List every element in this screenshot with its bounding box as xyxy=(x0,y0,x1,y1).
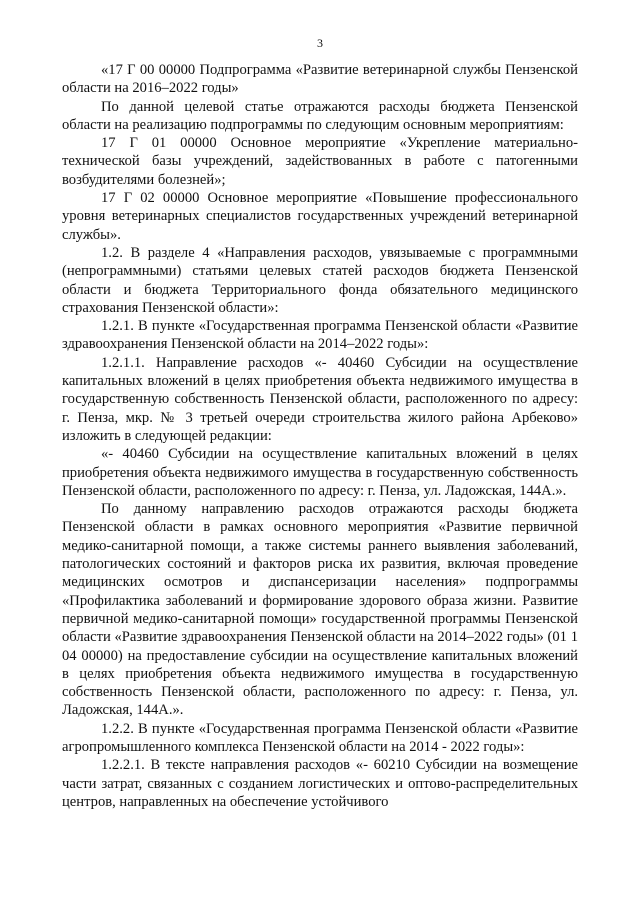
page-number: 3 xyxy=(317,36,323,50)
paragraph-section-1-2-2: 1.2.2. В пункте «Государственная программа Пензенской области «Развитие агропромышленного комплекса Пензенской области на 2014 - 2022 годы»: xyxy=(62,720,578,755)
paragraph-new-wording: «- 40460 Субсидии на осуществление капитальных вложений в целях приобретения объекта недвижимого имущества в государственную собственность Пензенской области, расположенного по адресу: г. Пенза, ул. Ладожская, 144А.». xyxy=(62,446,578,499)
document-body xyxy=(62,61,578,811)
paragraph-target-article: По данной целевой статье отражаются расходы бюджета Пензенской области на реализацию подпрограммы по следующим основным мероприятиям: xyxy=(62,98,578,133)
paragraph-section-1-2-1: 1.2.1. В пункте «Государственная программа Пензенской области «Развитие здравоохранения Пензенской области на 2014–2022 годы»: xyxy=(62,318,578,353)
paragraph-section-1-2: 1.2. В разделе 4 «Направления расходов, увязываемые с программными (непрограммными) статьями целевых статей расходов бюджета Пензенской области и бюджета Территориального фонда обязательного медицинского страхования Пензенской области»: xyxy=(62,244,578,316)
paragraph-measure-02: 17 Г 02 00000 Основное мероприятие «Повышение профессионального уровня ветеринарных специалистов государственных учреждений ветеринарной службы». xyxy=(62,190,578,243)
paragraph-subprogram-heading: «17 Г 00 00000 Подпрограмма «Развитие ветеринарной службы Пензенской области на 2016–2022 годы» xyxy=(62,62,578,97)
paragraph-section-1-2-2-1: 1.2.2.1. В тексте направления расходов «- 60210 Субсидии на возмещение части затрат, связанных с созданием логистических и оптово-распределительных центров, направленных на обеспечение устойчивого xyxy=(62,757,578,810)
paragraph-section-1-2-1-1: 1.2.1.1. Направление расходов «- 40460 Субсидии на осуществление капитальных вложений в целях приобретения объекта недвижимого имущества в государственную собственность Пензенской области, расположенного по адресу: г. Пенза, мкр. № 3 третьей очереди строительства жилого района Арбеково» изложить в следующей редакции: xyxy=(62,354,578,444)
paragraph-direction-description: По данному направлению расходов отражаются расходы бюджета Пензенской области в рамках основного мероприятия «Развитие первичной медико-санитарной помощи, а также системы раннего выявления заболеваний, патологических состояний и факторов риска их развития, включая проведение медицинских осмотров и диспансеризации населения» подпрограммы «Профилактика заболеваний и формирование здорового образа жизни. Развитие первичной медико-санитарной помощи» государственной программы Пензенской области «Развитие здравоохранения Пензенской области на 2014–2022 годы» (01 1 04 00000) на предоставление субсидии на осуществление капитальных вложений в целях приобретения объекта недвижимого имущества в государственную собственность Пензенской области, расположенного по адресу: г. Пенза, ул. Ладожская, 144А.». xyxy=(62,501,578,719)
paragraph-measure-01: 17 Г 01 00000 Основное мероприятие «Укрепление материально-технической базы учреждений, задействованных в работе с патогенными возбудителями болезней»; xyxy=(62,135,578,188)
